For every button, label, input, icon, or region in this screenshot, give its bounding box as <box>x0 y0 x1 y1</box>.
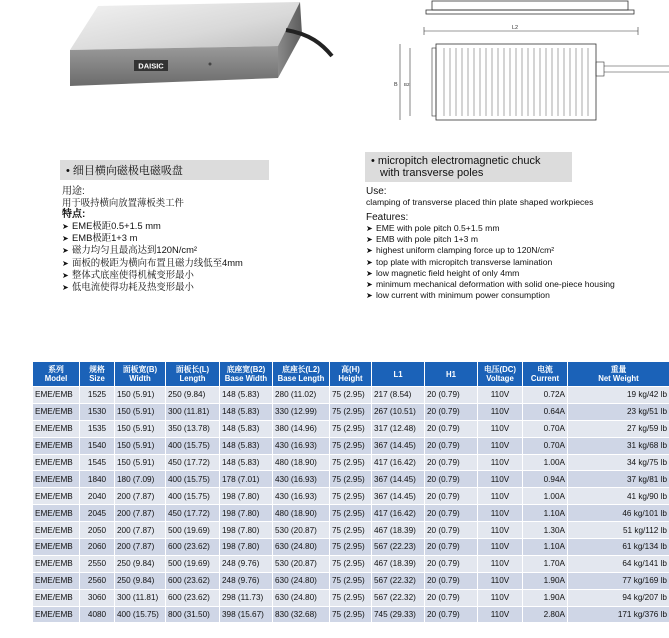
table-row <box>33 471 669 488</box>
table-cell: 20 (0.79) <box>425 589 478 606</box>
table-cell: 4080 <box>80 606 115 623</box>
table-cell: 198 (7.80) <box>220 505 273 522</box>
table-cell: 110V <box>478 437 523 454</box>
table-cell: 250 (9.84) <box>166 387 220 404</box>
table-cell: 1.30A <box>523 522 568 539</box>
table-cell: 567 (22.32) <box>372 572 425 589</box>
spec-table <box>32 361 669 623</box>
table-cell: 417 (16.42) <box>372 505 425 522</box>
table-cell: 317 (12.48) <box>372 420 425 437</box>
table-cell: 20 (0.79) <box>425 572 478 589</box>
table-cell: 46 kg/101 lb <box>568 505 669 522</box>
table-cell: 20 (0.79) <box>425 606 478 623</box>
table-cell: 31 kg/68 lb <box>568 437 669 454</box>
table-cell: 110V <box>478 488 523 505</box>
table-cell: 630 (24.80) <box>273 589 330 606</box>
arrow-bullet-icon: ➤ <box>62 234 69 244</box>
table-cell: 20 (0.79) <box>425 387 478 404</box>
table-cell: EME/EMB <box>33 403 80 420</box>
table-cell: 450 (17.72) <box>166 505 220 522</box>
list-item: ➤ low magnetic field height of only 4mm <box>366 267 520 278</box>
table-cell: 398 (15.67) <box>220 606 273 623</box>
arrow-bullet-icon: ➤ <box>366 279 373 289</box>
list-item: ➤ EME极距0.5+1.5 mm <box>62 219 161 231</box>
table-cell: 2045 <box>80 505 115 522</box>
table-cell: 500 (19.69) <box>166 555 220 572</box>
table-cell: 400 (15.75) <box>166 471 220 488</box>
heading-cn-text: • 细目横向磁极电磁吸盘 <box>66 165 183 177</box>
table-cell: 267 (10.51) <box>372 403 425 420</box>
table-cell: 0.70A <box>523 437 568 454</box>
table-cell: EME/EMB <box>33 437 80 454</box>
table-cell: 367 (14.45) <box>372 488 425 505</box>
arrow-bullet-icon: ➤ <box>366 224 373 234</box>
arrow-bullet-icon: ➤ <box>62 283 69 293</box>
table-cell: 77 kg/169 lb <box>568 572 669 589</box>
table-cell: 150 (5.91) <box>115 454 166 471</box>
table-cell: 75 (2.95) <box>330 387 372 404</box>
table-cell: 20 (0.79) <box>425 488 478 505</box>
column-header: L1 <box>372 362 425 387</box>
table-cell: 178 (7.01) <box>220 471 273 488</box>
column-header: 规格 Size <box>80 362 115 387</box>
table-cell: 0.72A <box>523 387 568 404</box>
table-cell: 110V <box>478 454 523 471</box>
table-cell: 1.70A <box>523 555 568 572</box>
svg-text:B: B <box>394 82 398 88</box>
table-row <box>33 539 669 556</box>
table-cell: 200 (7.87) <box>115 488 166 505</box>
table-cell: 198 (7.80) <box>220 488 273 505</box>
table-cell: 110V <box>478 420 523 437</box>
table-cell: 20 (0.79) <box>425 522 478 539</box>
table-cell: 600 (23.62) <box>166 589 220 606</box>
table-cell: 20 (0.79) <box>425 505 478 522</box>
table-cell: 630 (24.80) <box>273 572 330 589</box>
table-cell: 200 (7.87) <box>115 522 166 539</box>
table-cell: 110V <box>478 572 523 589</box>
table-cell: 1.10A <box>523 539 568 556</box>
table-cell: 75 (2.95) <box>330 572 372 589</box>
use-title-cn: 用途: <box>62 186 85 197</box>
list-item: ➤ 整体式底座使得机械变形最小 <box>62 269 194 281</box>
arrow-bullet-icon: ➤ <box>62 221 69 231</box>
section-heading-en <box>365 152 572 182</box>
table-cell: EME/EMB <box>33 539 80 556</box>
table-cell: 20 (0.79) <box>425 403 478 420</box>
features-block-en <box>366 186 666 301</box>
column-header: 电压(DC) Voltage <box>478 362 523 387</box>
table-row <box>33 403 669 420</box>
table-cell: 480 (18.90) <box>273 454 330 471</box>
table-cell: 200 (7.87) <box>115 539 166 556</box>
table-cell: 150 (5.91) <box>115 403 166 420</box>
table-cell: 2060 <box>80 539 115 556</box>
table-cell: EME/EMB <box>33 555 80 572</box>
table-row <box>33 454 669 471</box>
list-item: ➤ top plate with micropitch transverse lamination <box>366 256 553 267</box>
table-cell: 2560 <box>80 572 115 589</box>
table-cell: EME/EMB <box>33 505 80 522</box>
table-cell: 198 (7.80) <box>220 522 273 539</box>
table-cell: 248 (9.76) <box>220 555 273 572</box>
feature-title-cn: 特点: <box>62 208 86 220</box>
table-cell: 110V <box>478 555 523 572</box>
table-row <box>33 555 669 572</box>
table-cell: 745 (29.33) <box>372 606 425 623</box>
table-cell: 200 (7.87) <box>115 505 166 522</box>
table-cell: 20 (0.79) <box>425 539 478 556</box>
list-item: ➤ EME with pole pitch 0.5+1.5 mm <box>366 223 500 234</box>
table-row <box>33 437 669 454</box>
table-cell: 23 kg/51 lb <box>568 403 669 420</box>
table-cell: 2050 <box>80 522 115 539</box>
column-header: 底座宽(B2) Base Width <box>220 362 273 387</box>
column-header: 面板宽(B) Width <box>115 362 166 387</box>
table-cell: 19 kg/42 lb <box>568 387 669 404</box>
table-cell: 248 (9.76) <box>220 572 273 589</box>
table-cell: 1.90A <box>523 572 568 589</box>
table-cell: 3060 <box>80 589 115 606</box>
table-cell: 148 (5.83) <box>220 454 273 471</box>
table-cell: 75 (2.95) <box>330 505 372 522</box>
column-header: 高(H) Height <box>330 362 372 387</box>
table-cell: 150 (5.91) <box>115 387 166 404</box>
table-cell: 0.70A <box>523 420 568 437</box>
table-cell: 27 kg/59 lb <box>568 420 669 437</box>
table-cell: 600 (23.62) <box>166 572 220 589</box>
list-item: ➤ minimum mechanical deformation with solid one-piece housing <box>366 278 615 289</box>
table-cell: 148 (5.83) <box>220 403 273 420</box>
table-cell: 600 (23.62) <box>166 539 220 556</box>
table-cell: 567 (22.32) <box>372 589 425 606</box>
table-cell: 110V <box>478 522 523 539</box>
table-cell: 430 (16.93) <box>273 437 330 454</box>
table-cell: 150 (5.91) <box>115 437 166 454</box>
column-header: 电流 Current <box>523 362 568 387</box>
arrow-bullet-icon: ➤ <box>366 235 373 245</box>
table-cell: 298 (11.73) <box>220 589 273 606</box>
section-heading-cn <box>60 160 269 180</box>
svg-text:L2: L2 <box>512 25 519 31</box>
table-cell: 75 (2.95) <box>330 589 372 606</box>
table-cell: 530 (20.87) <box>273 555 330 572</box>
table-cell: 450 (17.72) <box>166 454 220 471</box>
table-cell: 417 (16.42) <box>372 454 425 471</box>
column-header: 底座长(L2) Base Length <box>273 362 330 387</box>
table-cell: 250 (9.84) <box>115 572 166 589</box>
heading-en-line1: • micropitch electromagnetic chuck <box>371 155 541 167</box>
table-cell: 75 (2.95) <box>330 539 372 556</box>
use-text-cn: 用于吸持横向放置薄板类工件 <box>62 197 184 209</box>
table-cell: 800 (31.50) <box>166 606 220 623</box>
product-photo <box>60 0 350 92</box>
table-cell: 110V <box>478 589 523 606</box>
table-row <box>33 488 669 505</box>
table-cell: 148 (5.83) <box>220 387 273 404</box>
table-cell: EME/EMB <box>33 522 80 539</box>
table-cell: 630 (24.80) <box>273 539 330 556</box>
table-cell: 20 (0.79) <box>425 454 478 471</box>
list-item: ➤ EMB极距1+3 m <box>62 232 138 244</box>
table-cell: 330 (12.99) <box>273 403 330 420</box>
table-cell: 0.94A <box>523 471 568 488</box>
table-row <box>33 387 669 404</box>
list-item: ➤ 低电流使得功耗及热变形最小 <box>62 281 194 293</box>
arrow-bullet-icon: ➤ <box>62 258 69 268</box>
table-cell: 1.00A <box>523 488 568 505</box>
table-cell: 567 (22.23) <box>372 539 425 556</box>
column-header: 面板长(L) Length <box>166 362 220 387</box>
feature-title-en: Features: <box>366 212 409 224</box>
table-cell: 430 (16.93) <box>273 471 330 488</box>
table-cell: EME/EMB <box>33 471 80 488</box>
table-cell: 250 (9.84) <box>115 555 166 572</box>
column-header: H1 <box>425 362 478 387</box>
table-cell: 1540 <box>80 437 115 454</box>
table-cell: 20 (0.79) <box>425 471 478 488</box>
table-cell: 75 (2.95) <box>330 488 372 505</box>
table-cell: 20 (0.79) <box>425 420 478 437</box>
table-cell: 1545 <box>80 454 115 471</box>
table-cell: 0.64A <box>523 403 568 420</box>
table-cell: 530 (20.87) <box>273 522 330 539</box>
table-cell: 500 (19.69) <box>166 522 220 539</box>
table-cell: 480 (18.90) <box>273 505 330 522</box>
arrow-bullet-icon: ➤ <box>366 268 373 278</box>
table-cell: 430 (16.93) <box>273 488 330 505</box>
arrow-bullet-icon: ➤ <box>62 246 69 256</box>
table-cell: 75 (2.95) <box>330 522 372 539</box>
table-row <box>33 522 669 539</box>
list-item: ➤ low current with minimum power consumption <box>366 289 550 300</box>
table-cell: 1530 <box>80 403 115 420</box>
table-row <box>33 589 669 606</box>
technical-drawing <box>380 0 669 122</box>
table-cell: 1525 <box>80 387 115 404</box>
table-cell: 20 (0.79) <box>425 555 478 572</box>
table-cell: 180 (7.09) <box>115 471 166 488</box>
table-cell: 64 kg/141 lb <box>568 555 669 572</box>
list-item: ➤ highest uniform clamping force up to 120N/cm² <box>366 245 555 256</box>
table-cell: 51 kg/112 lb <box>568 522 669 539</box>
features-block-cn <box>62 186 362 294</box>
table-cell: 110V <box>478 387 523 404</box>
table-cell: 34 kg/75 lb <box>568 454 669 471</box>
table-cell: 20 (0.79) <box>425 437 478 454</box>
table-cell: 300 (11.81) <box>115 589 166 606</box>
table-cell: 2550 <box>80 555 115 572</box>
list-item: ➤ 磁力均匀且最高达到120N/cm² <box>62 244 198 256</box>
table-row <box>33 572 669 589</box>
arrow-bullet-icon: ➤ <box>62 271 69 281</box>
table-cell: 1840 <box>80 471 115 488</box>
table-cell: 1.10A <box>523 505 568 522</box>
table-cell: EME/EMB <box>33 572 80 589</box>
table-cell: 217 (8.54) <box>372 387 425 404</box>
heading-en-line2: with transverse poles <box>380 167 484 179</box>
use-text-en: clamping of transverse placed thin plate shaped workpieces <box>366 197 594 208</box>
table-cell: 400 (15.75) <box>115 606 166 623</box>
table-cell: 110V <box>478 505 523 522</box>
table-cell: 148 (5.83) <box>220 437 273 454</box>
table-cell: 367 (14.45) <box>372 471 425 488</box>
table-cell: 94 kg/207 lb <box>568 589 669 606</box>
table-cell: 280 (11.02) <box>273 387 330 404</box>
table-cell: 75 (2.95) <box>330 403 372 420</box>
list-item: ➤ 面板的极距为横向布置且磁力线低至4mm <box>62 256 243 268</box>
table-cell: 148 (5.83) <box>220 420 273 437</box>
table-cell: 198 (7.80) <box>220 539 273 556</box>
table-cell: 171 kg/376 lb <box>568 606 669 623</box>
table-cell: 2.80A <box>523 606 568 623</box>
table-cell: 110V <box>478 403 523 420</box>
table-cell: 350 (13.78) <box>166 420 220 437</box>
table-cell: EME/EMB <box>33 488 80 505</box>
arrow-bullet-icon: ➤ <box>366 290 373 300</box>
table-cell: 830 (32.68) <box>273 606 330 623</box>
table-cell: 61 kg/134 lb <box>568 539 669 556</box>
column-header: 系列 Model <box>33 362 80 387</box>
arrow-bullet-icon: ➤ <box>366 257 373 267</box>
table-row <box>33 505 669 522</box>
table-cell: 75 (2.95) <box>330 437 372 454</box>
arrow-bullet-icon: ➤ <box>366 246 373 256</box>
list-item: ➤ EMB with pole pitch 1+3 m <box>366 234 478 245</box>
table-cell: 75 (2.95) <box>330 471 372 488</box>
svg-text:B2: B2 <box>404 82 410 87</box>
table-cell: EME/EMB <box>33 454 80 471</box>
table-cell: EME/EMB <box>33 420 80 437</box>
table-cell: 75 (2.95) <box>330 420 372 437</box>
table-cell: 400 (15.75) <box>166 437 220 454</box>
table-cell: 110V <box>478 539 523 556</box>
table-cell: 1.90A <box>523 589 568 606</box>
table-cell: 467 (18.39) <box>372 522 425 539</box>
table-cell: 300 (11.81) <box>166 403 220 420</box>
table-cell: 400 (15.75) <box>166 488 220 505</box>
table-body <box>33 387 669 623</box>
table-cell: 110V <box>478 471 523 488</box>
table-cell: 75 (2.95) <box>330 454 372 471</box>
table-cell: 110V <box>478 606 523 623</box>
table-header-row <box>33 362 669 387</box>
table-cell: 467 (18.39) <box>372 555 425 572</box>
product-logo: DAISIC <box>138 61 164 71</box>
table-cell: 1535 <box>80 420 115 437</box>
table-cell: 41 kg/90 lb <box>568 488 669 505</box>
table-row <box>33 420 669 437</box>
table-cell: 1.00A <box>523 454 568 471</box>
use-title-en: Use: <box>366 186 387 197</box>
table-cell: 75 (2.95) <box>330 606 372 623</box>
table-cell: EME/EMB <box>33 589 80 606</box>
table-cell: 2040 <box>80 488 115 505</box>
table-cell: 380 (14.96) <box>273 420 330 437</box>
table-cell: EME/EMB <box>33 387 80 404</box>
column-header: 重量 Net Weight <box>568 362 669 387</box>
table-cell: 37 kg/81 lb <box>568 471 669 488</box>
table-cell: 367 (14.45) <box>372 437 425 454</box>
table-cell: 150 (5.91) <box>115 420 166 437</box>
table-cell: EME/EMB <box>33 606 80 623</box>
table-row <box>33 606 669 623</box>
table-cell: 75 (2.95) <box>330 555 372 572</box>
